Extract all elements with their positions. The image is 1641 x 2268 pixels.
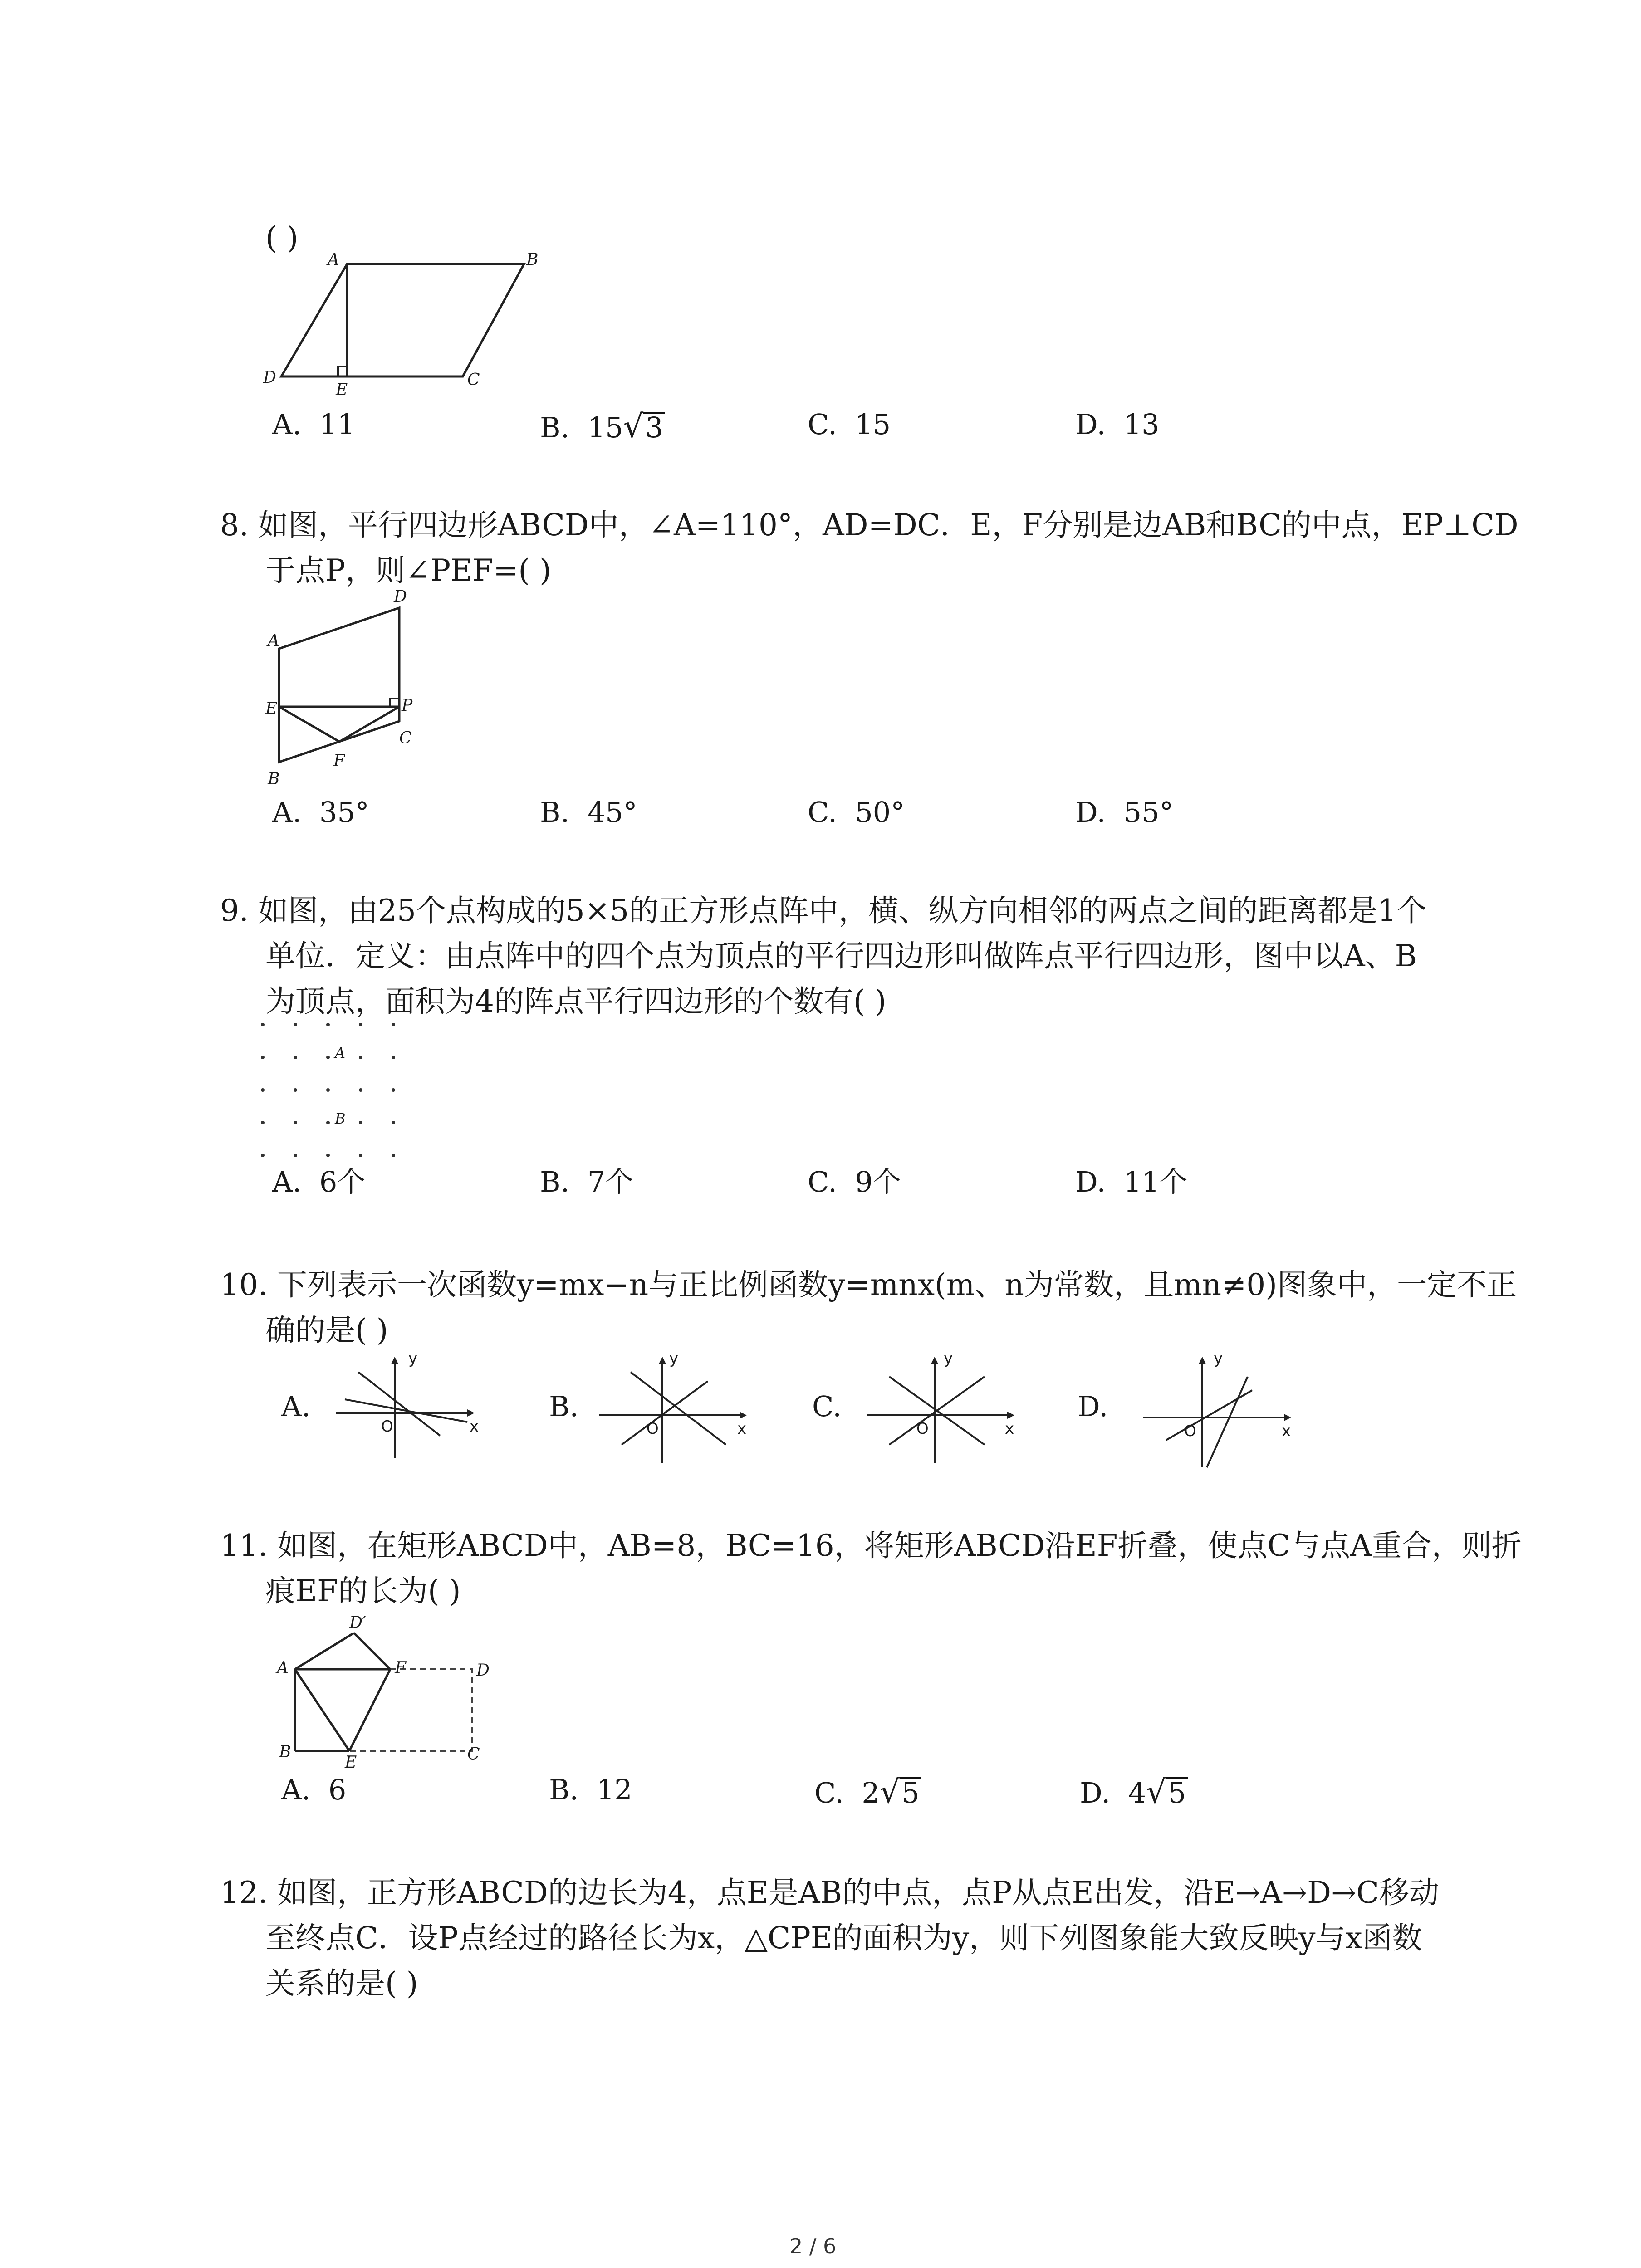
q9-label-b: B bbox=[335, 1110, 346, 1127]
q10-question-line2: 确的是( ) bbox=[265, 1313, 388, 1348]
option-letter: D. bbox=[1075, 408, 1106, 441]
q10-option-a[interactable]: A. bbox=[281, 1390, 311, 1423]
q10-c-origin-label: O bbox=[916, 1420, 929, 1438]
q11-question-line2: 痕EF的长为( ) bbox=[265, 1574, 461, 1608]
q9-question-line2: 单位．定义：由点阵中的四个点为顶点的平行四边形叫做阵点平行四边形，图中以A、B bbox=[265, 938, 1417, 973]
q10-graph-b[interactable] bbox=[594, 1354, 749, 1467]
option-letter: B. bbox=[540, 411, 570, 444]
q12-question-line3: 关系的是( ) bbox=[265, 1966, 418, 2001]
option-value: 9个 bbox=[855, 1165, 901, 1198]
option-value: 13 bbox=[1123, 408, 1160, 441]
q9-question-line1: 9. 如图，由25个点构成的5×5的正方形点阵中，横、纵方向相邻的两点之间的距离都是1个 bbox=[220, 893, 1427, 928]
q10-graph-d[interactable] bbox=[1139, 1354, 1293, 1472]
q10-c-x-label: x bbox=[1005, 1420, 1014, 1438]
q8-label-f: F bbox=[333, 752, 345, 770]
option-letter: C. bbox=[808, 796, 837, 829]
q7-option-b[interactable] bbox=[540, 408, 665, 445]
q11-option-d[interactable] bbox=[1080, 1773, 1188, 1810]
q7-label-d: D bbox=[263, 368, 276, 387]
q10-graph-a[interactable] bbox=[331, 1354, 476, 1463]
option-letter: A. bbox=[272, 408, 302, 441]
option-value: 6个 bbox=[319, 1165, 366, 1198]
sqrt-radical: √5 bbox=[880, 1776, 921, 1808]
q10-graph-c[interactable] bbox=[862, 1354, 1016, 1467]
q10-c-y-label: y bbox=[944, 1349, 953, 1368]
q10-option-c[interactable]: C. bbox=[812, 1390, 842, 1423]
q8-label-d: D bbox=[394, 587, 407, 606]
option-value: 7个 bbox=[587, 1165, 634, 1198]
q11-label-e: E bbox=[345, 1753, 357, 1772]
q9-label-a: A bbox=[335, 1044, 346, 1061]
sqrt-radical: √3 bbox=[623, 411, 665, 442]
q8-label-e: E bbox=[265, 699, 278, 718]
q11-option-b[interactable] bbox=[549, 1773, 632, 1806]
q7-option-c[interactable] bbox=[808, 408, 891, 441]
q10-a-origin-label: O bbox=[381, 1418, 393, 1436]
q11-folded-rectangle-figure bbox=[272, 1615, 499, 1760]
q8-parallelogram-figure bbox=[263, 587, 426, 789]
q8-question-line1: 8. 如图，平行四边形ABCD中，∠A=110°，AD=DC．E，F分别是边AB和BC的中点，EP⊥CD bbox=[220, 508, 1519, 543]
q7-answer-paren: ( ) bbox=[265, 220, 299, 255]
q10-b-y-label: y bbox=[669, 1349, 679, 1368]
q8-question-line2: 于点P，则∠PEF=( ) bbox=[265, 553, 551, 588]
q11-option-a[interactable] bbox=[281, 1773, 347, 1806]
q8-option-b[interactable] bbox=[540, 796, 637, 829]
option-letter: B. bbox=[540, 796, 570, 829]
q7-label-c: C bbox=[467, 371, 480, 389]
q12-question-line1: 12. 如图，正方形ABCD的边长为4，点E是AB的中点，点P从点E出发，沿E→A→D→C移动 bbox=[220, 1875, 1439, 1910]
q10-a-y-label: y bbox=[408, 1349, 418, 1368]
q7-label-e: E bbox=[336, 381, 348, 399]
q10-option-b[interactable]: B. bbox=[549, 1390, 579, 1423]
option-value: 4 bbox=[1128, 1776, 1146, 1809]
q10-option-d[interactable]: D. bbox=[1078, 1390, 1108, 1423]
q10-b-origin-label: O bbox=[647, 1420, 659, 1438]
q10-a-x-label: x bbox=[470, 1418, 479, 1436]
q7-label-a: A bbox=[328, 250, 339, 269]
option-letter: D. bbox=[1080, 1776, 1111, 1809]
q8-label-b: B bbox=[268, 770, 280, 788]
sqrt-radical: √5 bbox=[1146, 1776, 1188, 1808]
option-letter: C. bbox=[808, 1165, 837, 1198]
option-value: 55° bbox=[1123, 796, 1174, 829]
q10-d-origin-label: O bbox=[1184, 1422, 1196, 1440]
q10-d-x-label: x bbox=[1282, 1422, 1291, 1440]
option-letter: A. bbox=[281, 1773, 311, 1806]
q11-option-c[interactable] bbox=[814, 1773, 921, 1810]
q11-label-f: F bbox=[395, 1659, 406, 1677]
q11-label-d-prime: D′ bbox=[349, 1613, 367, 1632]
option-letter: C. bbox=[814, 1776, 844, 1809]
q9-option-d[interactable] bbox=[1075, 1165, 1188, 1198]
q9-option-a[interactable] bbox=[272, 1165, 366, 1198]
q11-label-d: D bbox=[476, 1661, 490, 1680]
option-value: 45° bbox=[587, 796, 637, 829]
q7-option-d[interactable] bbox=[1075, 408, 1160, 441]
q11-label-c: C bbox=[467, 1745, 480, 1764]
q7-parallelogram-figure bbox=[263, 250, 544, 390]
option-letter: D. bbox=[1075, 1165, 1106, 1198]
option-value: 11 bbox=[319, 408, 355, 441]
q9-dot-lattice bbox=[261, 1023, 406, 1168]
option-value: 15 bbox=[855, 408, 891, 441]
q8-option-d[interactable] bbox=[1075, 796, 1174, 829]
q8-label-a: A bbox=[268, 631, 279, 650]
option-value: 6 bbox=[328, 1773, 347, 1806]
q8-option-a[interactable] bbox=[272, 796, 369, 829]
option-letter: A. bbox=[272, 1165, 302, 1198]
radicand: 5 bbox=[1166, 1777, 1188, 1807]
q9-option-b[interactable] bbox=[540, 1165, 634, 1198]
option-letter: B. bbox=[540, 1165, 570, 1198]
q10-b-x-label: x bbox=[737, 1420, 747, 1438]
radicand: 5 bbox=[900, 1777, 921, 1807]
q11-question-line1: 11. 如图，在矩形ABCD中，AB=8，BC=16，将矩形ABCD沿EF折叠，使点C与点A重合，则折 bbox=[220, 1528, 1522, 1563]
option-letter: D. bbox=[1075, 796, 1106, 829]
option-letter: B. bbox=[549, 1773, 579, 1806]
q10-d-y-label: y bbox=[1214, 1349, 1223, 1368]
option-value: 11个 bbox=[1123, 1165, 1188, 1198]
option-letter: C. bbox=[808, 408, 837, 441]
q12-question-line2: 至终点C．设P点经过的路径长为x，△CPE的面积为y，则下列图象能大致反映y与x函数 bbox=[265, 1921, 1422, 1955]
q7-label-b: B bbox=[526, 250, 539, 269]
q8-label-p: P bbox=[402, 696, 413, 715]
radicand: 3 bbox=[643, 412, 665, 442]
option-value: 2 bbox=[862, 1776, 880, 1809]
q10-question-line1: 10. 下列表示一次函数y=mx−n与正比例函数y=mnx(m、n为常数，且mn≠0)图象中，一定不正 bbox=[220, 1267, 1517, 1302]
q8-option-c[interactable] bbox=[808, 796, 905, 829]
page-number: 2 / 6 bbox=[789, 2234, 837, 2258]
option-value: 12 bbox=[596, 1773, 632, 1806]
option-value: 35° bbox=[319, 796, 369, 829]
q9-option-c[interactable] bbox=[808, 1165, 901, 1198]
q8-label-c: C bbox=[399, 729, 412, 748]
q7-option-a[interactable] bbox=[272, 408, 355, 441]
option-letter: A. bbox=[272, 796, 302, 829]
q9-question-line3: 为顶点，面积为4的阵点平行四边形的个数有( ) bbox=[265, 984, 887, 1019]
q11-label-a: A bbox=[277, 1659, 289, 1677]
option-value: 15 bbox=[587, 411, 623, 444]
q11-label-b: B bbox=[279, 1743, 291, 1761]
option-value: 50° bbox=[855, 796, 905, 829]
